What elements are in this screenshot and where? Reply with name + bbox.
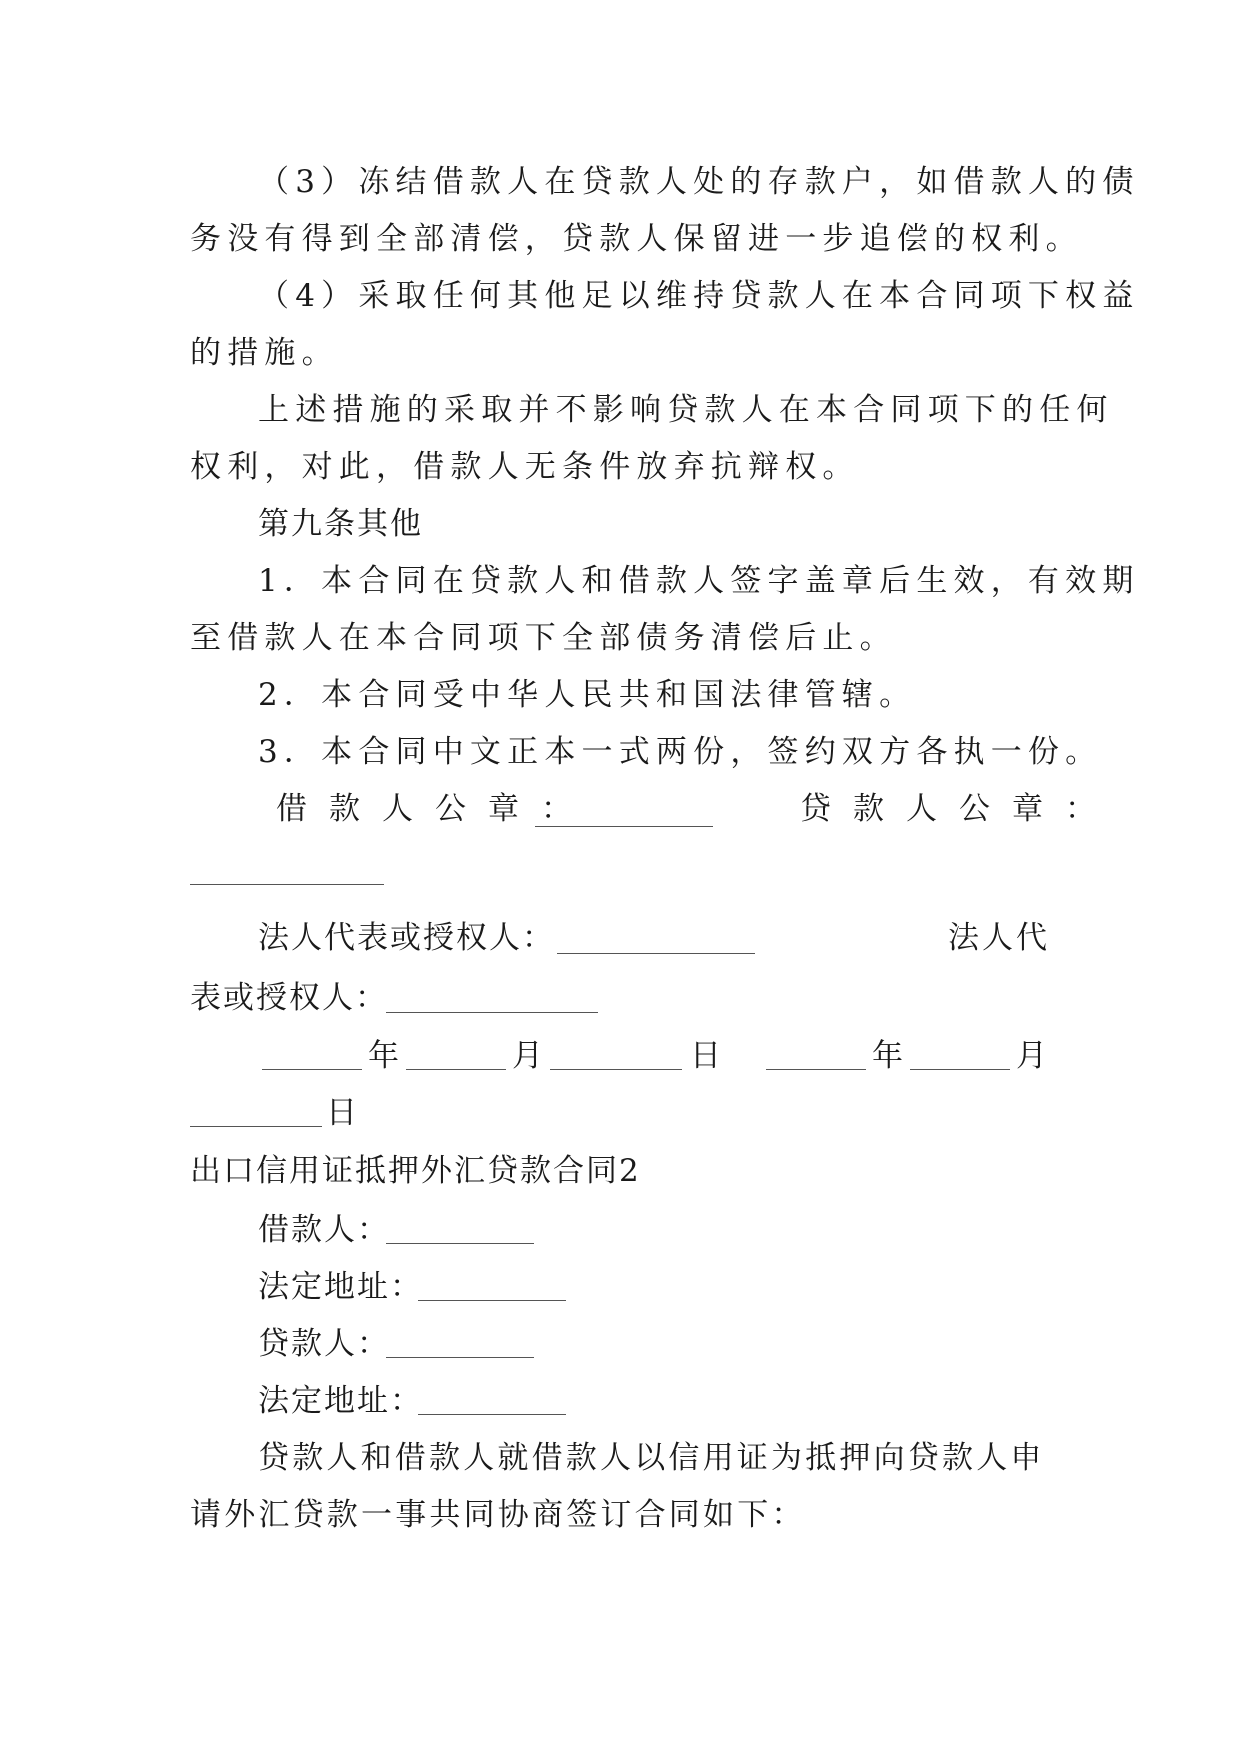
intro-line-2: 请外汇贷款一事共同协商签订合同如下：	[190, 1497, 806, 1533]
borrower-label: 借款人：	[258, 1212, 390, 1248]
article-9-item-2: 2．本合同受中华人民共和国法律管辖。	[258, 677, 917, 713]
paragraph-4-line-2: 的措施。	[190, 335, 339, 371]
lender-seal-label: 贷款人公章：	[800, 791, 1118, 827]
paragraph-3-line-1: （3）冻结借款人在贷款人处的存款户，如借款人的债	[258, 164, 1140, 200]
borrower-day-label: 日	[690, 1038, 721, 1074]
lender-address-label: 法定地址：	[258, 1383, 423, 1419]
lender-year-blank	[766, 1069, 866, 1070]
borrower-year-blank	[262, 1069, 362, 1070]
article-9-item-1-line-1: 1．本合同在贷款人和借款人签字盖章后生效，有效期	[258, 563, 1140, 599]
lender-year-label: 年	[872, 1038, 903, 1074]
measures-note-line-2: 权利，对此，借款人无条件放弃抗辩权。	[190, 449, 860, 485]
article-9-item-3: 3．本合同中文正本一式两份，签约双方各执一份。	[258, 734, 1103, 770]
borrower-month-blank	[406, 1069, 506, 1070]
borrower-representative-label: 法人代表或授权人：	[258, 920, 555, 956]
paragraph-3-line-2: 务没有得到全部清偿，贷款人保留进一步追偿的权利。	[190, 221, 1083, 257]
article-9-title: 第九条其他	[258, 506, 423, 542]
borrower-address-blank	[418, 1300, 566, 1301]
lender-representative-label-part-2: 表或授权人：	[190, 980, 388, 1016]
borrower-month-label: 月	[512, 1038, 543, 1074]
lender-seal-blank	[190, 884, 384, 885]
borrower-year-label: 年	[368, 1038, 399, 1074]
article-9-item-1-line-2: 至借款人在本合同项下全部债务清偿后止。	[190, 620, 897, 656]
borrower-address-label: 法定地址：	[258, 1269, 423, 1305]
borrower-day-blank	[550, 1069, 682, 1070]
lender-label: 贷款人：	[258, 1326, 390, 1362]
lender-day-blank	[190, 1126, 322, 1127]
measures-note-line-1: 上述措施的采取并不影响贷款人在本合同项下的任何	[258, 392, 1114, 428]
borrower-seal-blank	[535, 826, 713, 827]
lender-month-label: 月	[1016, 1038, 1047, 1074]
intro-line-1: 贷款人和借款人就借款人以信用证为抵押向贷款人申	[258, 1440, 1045, 1476]
lender-address-blank	[418, 1414, 566, 1415]
lender-day-label: 日	[326, 1095, 357, 1131]
lender-month-blank	[910, 1069, 1010, 1070]
paragraph-4-line-1: （4）采取任何其他足以维持贷款人在本合同项下权益	[258, 278, 1140, 314]
lender-blank	[386, 1357, 534, 1358]
borrower-blank	[386, 1243, 534, 1244]
lender-representative-blank	[386, 1012, 598, 1013]
borrower-representative-blank	[557, 953, 755, 954]
lender-representative-label-part-1: 法人代	[948, 920, 1050, 956]
contract-2-title: 出口信用证抵押外汇贷款合同2	[190, 1153, 641, 1189]
borrower-seal-label: 借款人公章：	[276, 791, 594, 827]
